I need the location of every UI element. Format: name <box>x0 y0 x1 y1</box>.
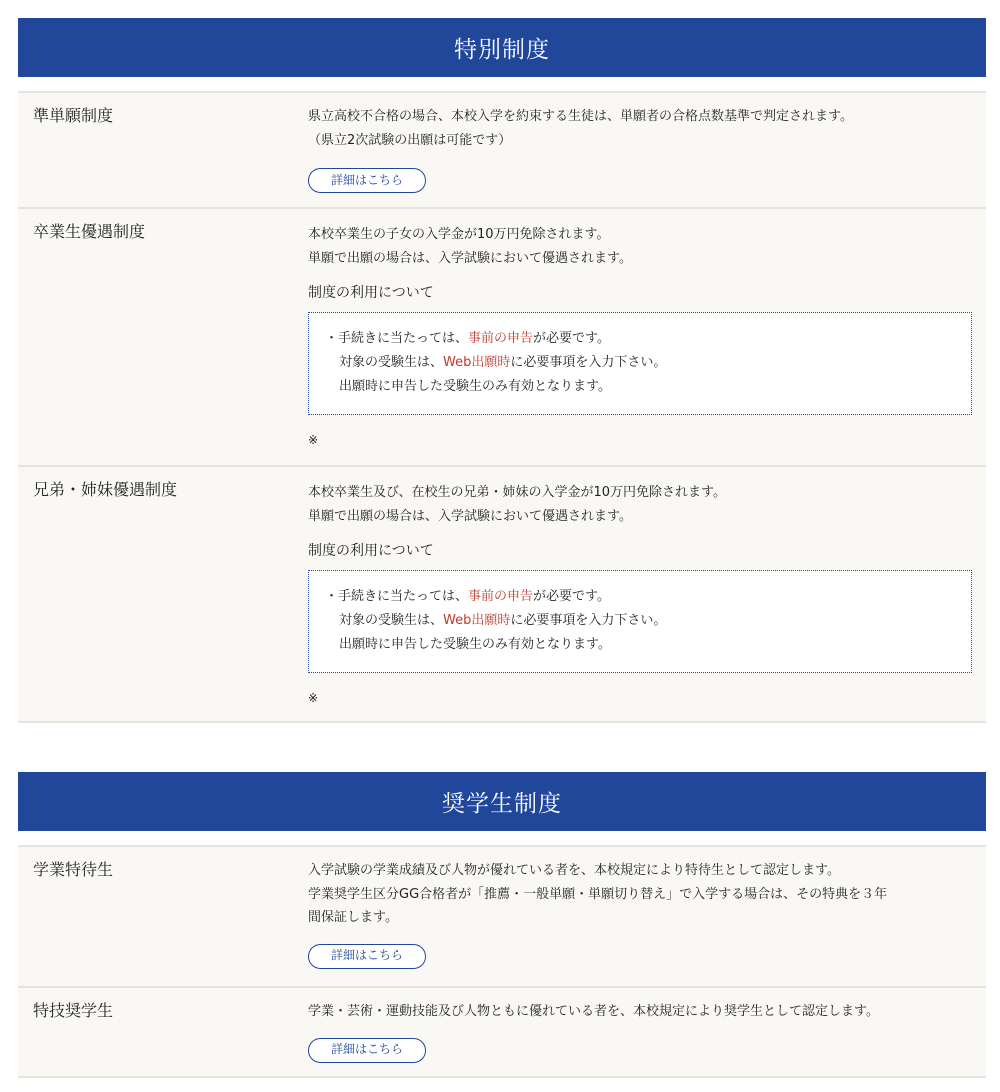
row-title: 特技奨学生 <box>33 1001 114 1020</box>
scholarship-heading-text: 奨学生制度 <box>442 791 562 817</box>
row-text-line: 県立高校不合格の場合、本校入学を約束する生徒は、単願者の合格点数基準で判定されます。 <box>308 109 853 124</box>
notice-highlight: Web出願時 <box>443 354 511 370</box>
row-academic-scholar <box>18 845 986 986</box>
row-text-line: 間保証します。 <box>308 910 398 925</box>
note-mark: ※ <box>308 432 319 447</box>
row-body <box>308 1000 972 1063</box>
row-title: 学業特待生 <box>33 860 114 879</box>
notice-line: 出願時に申告した受験生のみ有効となります。 <box>339 378 611 394</box>
notice-text: 対象の受験生は、 <box>339 354 444 370</box>
notice-line: 出願時に申告した受験生のみ有効となります。 <box>339 636 611 652</box>
row-title: 卒業生優遇制度 <box>33 222 146 241</box>
scholarship-section <box>18 772 986 1078</box>
notice-text: に必要事項を入力下さい。 <box>510 612 667 628</box>
row-title: 準単願制度 <box>33 106 114 125</box>
row-text-line: 本校卒業生及び、在校生の兄弟・姉妹の入学金が10万円免除されます。 <box>308 485 726 500</box>
notice-text: ・手続きに当たっては、 <box>325 588 469 604</box>
notice-line <box>325 585 971 609</box>
row-text-line: 学業・芸術・運動技能及び人物ともに優れている者を、本校規定により奨学生として認定します。 <box>308 1004 879 1019</box>
notice-text: に必要事項を入力下さい。 <box>510 354 667 370</box>
notice-text: ・手続きに当たっては、 <box>325 330 469 346</box>
row-text-line: 単願で出願の場合は、入学試験において優遇されます。 <box>308 508 632 524</box>
row-sibling-preference <box>18 465 986 723</box>
usage-heading: 制度の利用について <box>308 543 434 559</box>
note-mark: ※ <box>308 690 319 705</box>
row-body <box>308 481 972 710</box>
notice-line <box>325 609 971 633</box>
notice-highlight: 事前の申告 <box>468 330 534 346</box>
notice-text: が必要です。 <box>533 588 610 604</box>
details-button[interactable]: 詳細はこちら <box>308 1038 426 1063</box>
row-text-line: （県立2次試験の出願は可能です） <box>308 132 512 148</box>
row-body <box>308 859 972 969</box>
notice-line <box>325 351 971 375</box>
row-text-line: 本校卒業生の子女の入学金が10万円免除されます。 <box>308 227 610 242</box>
row-graduate-preference <box>18 207 986 465</box>
notice-highlight: Web出願時 <box>443 612 511 628</box>
row-title: 兄弟・姉妹優遇制度 <box>33 480 178 499</box>
details-button[interactable]: 詳細はこちら <box>308 168 426 193</box>
special-system-heading-text: 特別制度 <box>454 37 550 63</box>
row-text-line: 単願で出願の場合は、入学試験において優遇されます。 <box>308 250 632 266</box>
row-text-line: 入学試験の学業成績及び人物が優れている者を、本校規定により特待生として認定します。 <box>308 863 840 878</box>
usage-heading: 制度の利用について <box>308 285 434 301</box>
notice-box <box>308 312 972 415</box>
notice-line <box>325 327 971 351</box>
notice-box <box>308 570 972 673</box>
row-text-line: 学業奨学生区分GG合格者が「推薦・一般単願・単願切り替え」で入学する場合は、その特典を３年 <box>308 886 888 902</box>
row-body <box>308 223 972 452</box>
scholarship-heading <box>18 772 986 831</box>
row-jun-tangan <box>18 91 986 207</box>
details-button[interactable]: 詳細はこちら <box>308 944 426 969</box>
special-system-heading <box>18 18 986 77</box>
row-body <box>308 105 972 193</box>
special-system-section <box>18 18 986 723</box>
row-talent-scholar <box>18 986 986 1078</box>
notice-text: 対象の受験生は、 <box>339 612 444 628</box>
notice-highlight: 事前の申告 <box>468 588 534 604</box>
notice-text: が必要です。 <box>533 330 610 346</box>
